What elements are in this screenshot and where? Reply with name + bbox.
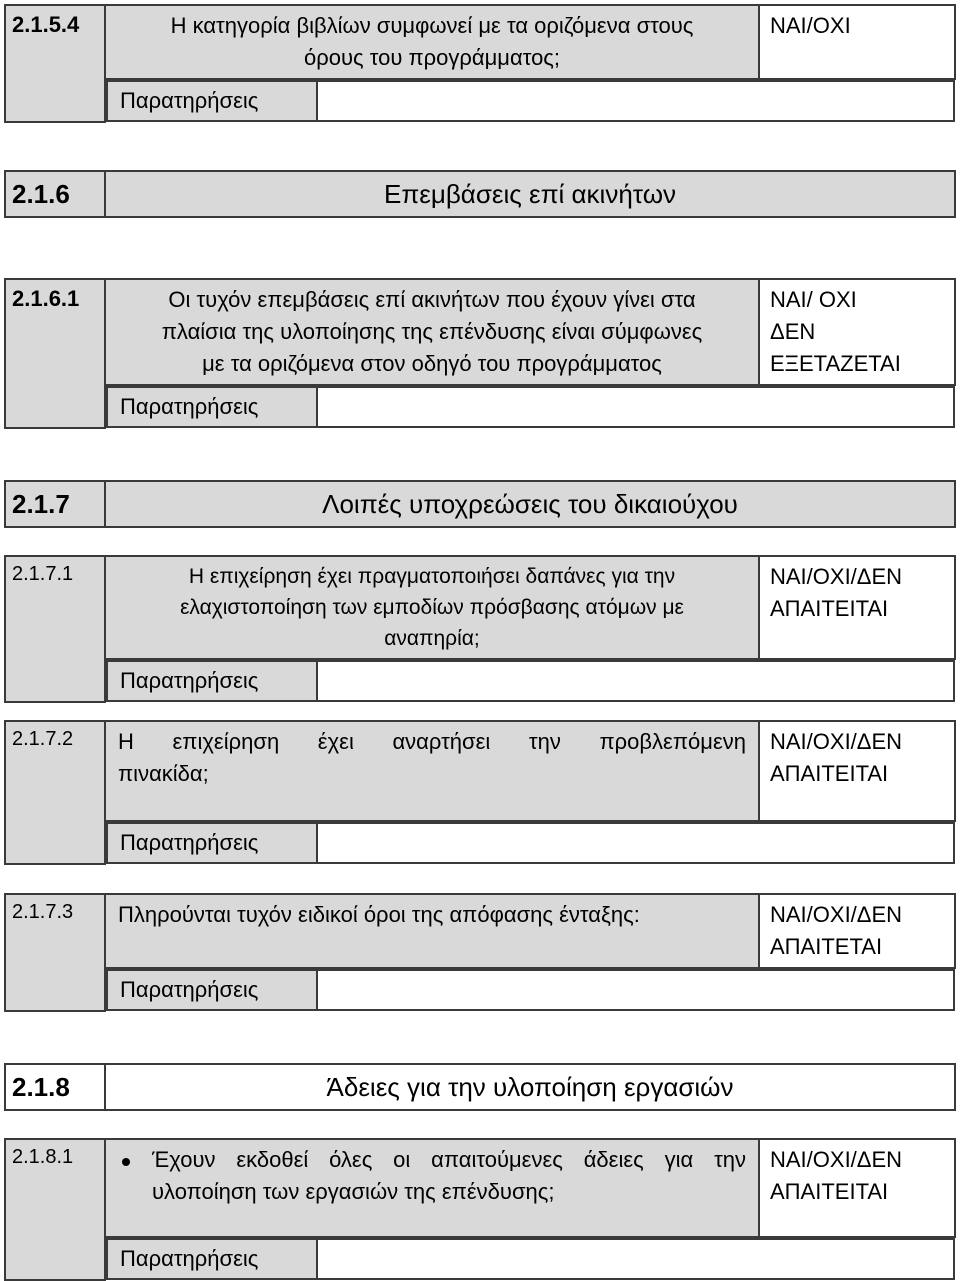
remarks-field[interactable] bbox=[317, 1239, 954, 1279]
item-question: Η επιχείρηση έχει πραγματοποιήσει δαπάνες για την ελαχιστοποίηση των εμποδίων πρόσβασης ατόμων με αναπηρία; bbox=[105, 556, 759, 659]
item-question: Πληρούνται τυχόν ειδικοί όροι της απόφασης ένταξης: bbox=[105, 894, 759, 968]
item-answer-options[interactable]: ΝΑΙ/ΟΧΙ/ΔΕΝ ΑΠΑΙΤΕΤΑΙ bbox=[759, 894, 955, 968]
item-question: Οι τυχόν επεμβάσεις επί ακινήτων που έχουν γίνει στα πλαίσια της υλοποίησης της επένδυσης είναι σύμφωνες με τα οριζόμενα στον οδηγό του προγράμματος bbox=[105, 279, 759, 385]
bullet-icon bbox=[122, 1158, 130, 1166]
section-number: 2.1.8 bbox=[5, 1064, 105, 1110]
item-answer-options[interactable]: ΝΑΙ/ΟΧΙ/ΔΕΝ ΑΠΑΙΤΕΙΤΑΙ bbox=[759, 721, 955, 821]
remarks-field[interactable] bbox=[317, 823, 954, 863]
item-answer-options[interactable]: ΝΑΙ/ ΟΧΙ ΔΕΝ ΕΞΕΤΑΖΕΤΑΙ bbox=[759, 279, 955, 385]
item-question: Έχουν εκδοθεί όλες οι απαιτούμενες άδειες για την υλοποίηση των εργασιών της επένδυσης; bbox=[105, 1139, 759, 1237]
item-question: Η κατηγορία βιβλίων συμφωνεί με τα οριζόμενα στους όρους του προγράμματος; bbox=[105, 5, 759, 79]
remarks-field[interactable] bbox=[317, 81, 954, 121]
section-number: 2.1.6 bbox=[5, 171, 105, 217]
remarks-field[interactable] bbox=[317, 970, 954, 1010]
checklist-item-2-1-7-1 bbox=[4, 555, 956, 703]
section-header-2-1-6 bbox=[4, 170, 956, 218]
section-number: 2.1.7 bbox=[5, 481, 105, 527]
remarks-label: Παρατηρήσεις bbox=[107, 1239, 317, 1279]
checklist-item-2-1-8-1 bbox=[4, 1138, 956, 1281]
item-answer-options[interactable]: ΝΑΙ/ΟΧΙ bbox=[759, 5, 955, 79]
item-number: 2.1.8.1 bbox=[5, 1139, 105, 1280]
remarks-label: Παρατηρήσεις bbox=[107, 387, 317, 427]
checklist-item-2-1-6-1 bbox=[4, 278, 956, 429]
item-answer-options[interactable]: ΝΑΙ/ΟΧΙ/ΔΕΝ ΑΠΑΙΤΕΙΤΑΙ bbox=[759, 556, 955, 659]
checklist-item-2-1-7-3 bbox=[4, 893, 956, 1012]
remarks-label: Παρατηρήσεις bbox=[107, 970, 317, 1010]
item-number: 2.1.7.2 bbox=[5, 721, 105, 864]
section-title: Λοιπές υποχρεώσεις του δικαιούχου bbox=[105, 481, 955, 527]
checklist-item-2-1-5-4 bbox=[4, 4, 956, 123]
item-number: 2.1.6.1 bbox=[5, 279, 105, 428]
section-title: Άδειες για την υλοποίηση εργασιών bbox=[105, 1064, 955, 1110]
section-title: Επεμβάσεις επί ακινήτων bbox=[105, 171, 955, 217]
remarks-field[interactable] bbox=[317, 387, 954, 427]
remarks-label: Παρατηρήσεις bbox=[107, 661, 317, 701]
item-number: 2.1.7.3 bbox=[5, 894, 105, 1011]
remarks-field[interactable] bbox=[317, 661, 954, 701]
checklist-item-2-1-7-2 bbox=[4, 720, 956, 865]
item-question: Η επιχείρηση έχει αναρτήσει την προβλεπόμενη πινακίδα; bbox=[105, 721, 759, 821]
section-header-2-1-7 bbox=[4, 480, 956, 528]
item-answer-options[interactable]: ΝΑΙ/ΟΧΙ/ΔΕΝ ΑΠΑΙΤΕΙΤΑΙ bbox=[759, 1139, 955, 1237]
item-number: 2.1.5.4 bbox=[5, 5, 105, 122]
remarks-label: Παρατηρήσεις bbox=[107, 81, 317, 121]
item-number: 2.1.7.1 bbox=[5, 556, 105, 702]
section-header-2-1-8 bbox=[4, 1063, 956, 1111]
remarks-label: Παρατηρήσεις bbox=[107, 823, 317, 863]
